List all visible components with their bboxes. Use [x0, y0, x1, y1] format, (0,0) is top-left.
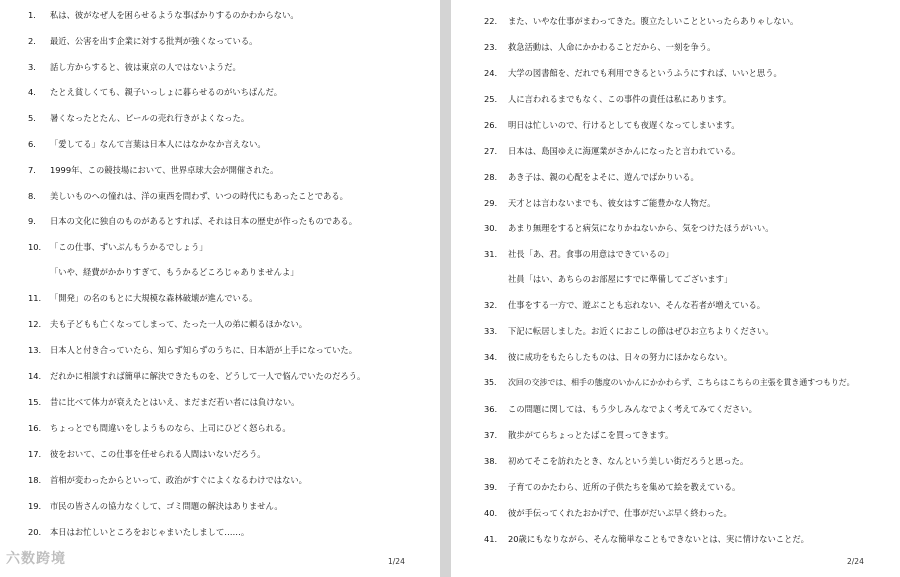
- sentence-item: 30. あまり無理をすると病気になりかねないから、気をつけたほうがいい。: [484, 223, 774, 233]
- sentence-item: 7. 1999年、この競技場において、世界卓球大会が開催された。: [28, 165, 279, 175]
- sentence-item: 11. 「開発」の名のもとに大規模な森林破壊が進んでいる。: [28, 293, 258, 303]
- page-gutter: [440, 0, 451, 577]
- sentence-item: 27. 日本は、島国ゆえに海運業がさかんになったと言われている。: [484, 146, 741, 156]
- sentence-item: 13. 日本人と付き合っていたら、知らず知らずのうちに、日本語が上手になっていた。: [28, 345, 357, 355]
- sentence-item: 20. 本日はお忙しいところをおじゃまいたしまして……。: [28, 527, 250, 537]
- sentence-item: 10. 「この仕事、ずいぶんもうかるでしょう」: [28, 242, 208, 252]
- sentence-item: 37. 散歩がてらちょっとたばこを買ってきます。: [484, 430, 674, 440]
- sentence-item: 36. この問題に関しては、もう少しみんなでよく考えてみてください。: [484, 404, 757, 414]
- sentence-item: 17. 彼をおいて、この仕事を任せられる人間はいないだろう。: [28, 449, 266, 459]
- sentence-item: 34. 彼に成功をもたらしたものは、日々の努力にほかならない。: [484, 352, 733, 362]
- sentence-item: 22. また、いやな仕事がまわってきた。腹立たしいことといったらありゃしない。: [484, 16, 799, 26]
- sentence-item: 16. ちょっとでも間違いをしようものなら、上司にひどく怒られる。: [28, 423, 291, 433]
- sentence-item: 9. 日本の文化に独自のものがあるとすれば、それは日本の歴史が作ったものである。: [28, 216, 357, 226]
- sentence-item: 35. 次回の交渉では、相手の態度のいかんにかかわらず、こちらはこちらの主張を貫き通すつもりだ。: [484, 378, 855, 387]
- sentence-item: 24. 大学の図書館を、だれでも利用できるというふうにすれば、いいと思う。: [484, 68, 782, 78]
- sentence-item: 15. 昔に比べて体力が衰えたとはいえ、まだまだ若い者には負けない。: [28, 397, 300, 407]
- sentence-item: 12. 夫も子どもも亡くなってしまって、たった一人の弟に頼るほかない。: [28, 319, 308, 329]
- sentence-item: 4. たとえ貧しくても、親子いっしょに暮らせるのがいちばんだ。: [28, 87, 283, 97]
- sentence-item: 26. 明日は忙しいので、行けるとしても夜遅くなってしまいます。: [484, 120, 740, 130]
- document-page-1: [0, 0, 440, 577]
- page-number: 1/24: [388, 557, 405, 566]
- sentence-item: 8. 美しいものへの憧れは、洋の東西を問わず、いつの時代にもあったことである。: [28, 191, 348, 201]
- sentence-item: 3. 話し方からすると、彼は東京の人ではないようだ。: [28, 62, 241, 72]
- sentence-item: 25. 人に言われるまでもなく、この事件の責任は私にあります。: [484, 94, 732, 104]
- sentence-item: 19. 市民の皆さんの協力なくして、ゴミ問題の解決はありません。: [28, 501, 283, 511]
- sentence-item: 14. だれかに相談すれば簡単に解決できたものを、どうして一人で悩んでいたのだろう。: [28, 371, 366, 381]
- sentence-item: 28. あき子は、親の心配をよそに、遊んでばかりいる。: [484, 172, 699, 182]
- sentence-item: 41. 20歳にもなりながら、そんな簡単なこともできないとは、実に情けないことだ。: [484, 534, 809, 544]
- sentence-item: 6. 「愛してる」なんて言葉は日本人にはなかなか言えない。: [28, 139, 266, 149]
- sentence-item: 33. 下記に転居しました。お近くにおこしの節はぜひお立ちよりください。: [484, 326, 774, 336]
- sentence-item: 31. 社長「あ、君。食事の用意はできているの」: [484, 249, 674, 259]
- sentence-item: 32. 仕事をする一方で、遊ぶことも忘れない、そんな若者が増えている。: [484, 300, 766, 310]
- sentence-item-continuation: 社員「はい、あちらのお部屋にすでに準備してございます」: [508, 274, 733, 284]
- sentence-item: 40. 彼が手伝ってくれたおかげで、仕事がだいぶ早く終わった。: [484, 508, 732, 518]
- sentence-item: 38. 初めてそこを訪れたとき、なんという美しい街だろうと思った。: [484, 456, 749, 466]
- sentence-item: 2. 最近、公害を出す企業に対する批判が強くなっている。: [28, 36, 258, 46]
- sentence-item: 23. 救急活動は、人命にかかわることだから、一刻を争う。: [484, 42, 716, 52]
- sentence-item: 1. 私は、彼がなぜ人を困らせるような事ばかりするのかわからない。: [28, 10, 299, 20]
- sentence-item: 39. 子育てのかたわら、近所の子供たちを集めて絵を教えている。: [484, 482, 741, 492]
- sentence-item-continuation: 「いや、経費がかかりすぎて、もうかるどころじゃありませんよ」: [50, 267, 299, 277]
- page-number: 2/24: [847, 557, 864, 566]
- sentence-item: 18. 首相が変わったからといって、政治がすぐによくなるわけではない。: [28, 475, 307, 485]
- sentence-item: 5. 暑くなったとたん、ビールの売れ行きがよくなった。: [28, 113, 250, 123]
- watermark-logo: 六数跨境: [6, 551, 66, 567]
- sentence-item: 29. 天才とは言わないまでも、彼女はすご能豊かな人物だ。: [484, 198, 716, 208]
